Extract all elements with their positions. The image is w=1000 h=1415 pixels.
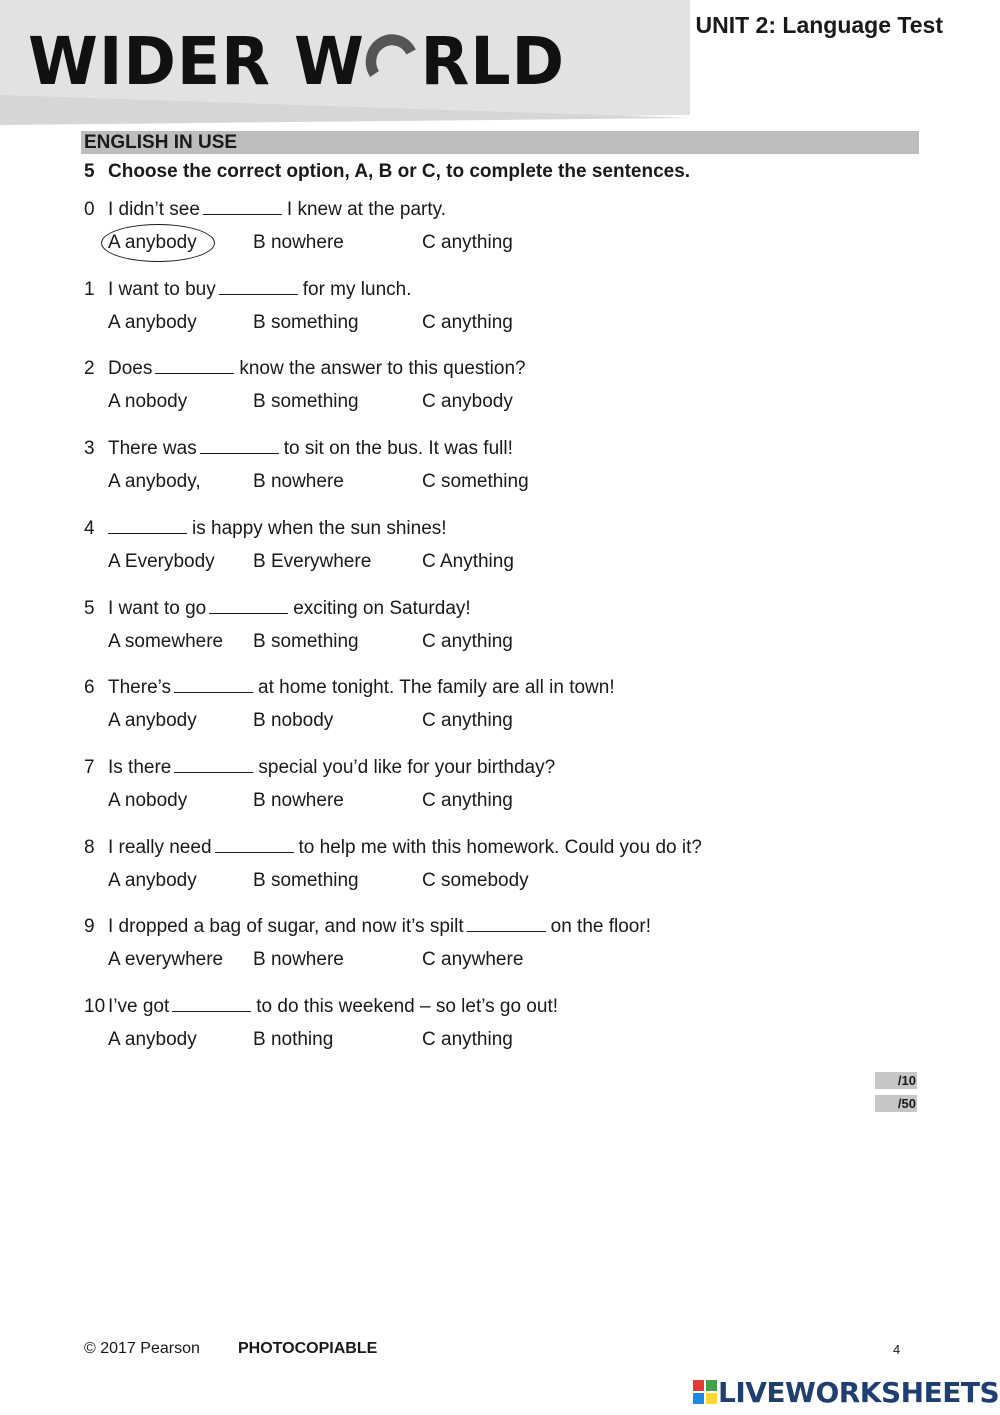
option-a[interactable]: A nobody: [108, 391, 188, 412]
option-b[interactable]: B nowhere: [253, 790, 344, 811]
option-b[interactable]: B something: [253, 631, 359, 652]
option-c[interactable]: C anything: [422, 631, 513, 652]
question-text-before: I dropped a bag of sugar, and now it’s spilt: [108, 916, 464, 937]
logo-text-end: RLD: [420, 23, 566, 100]
answer-blank[interactable]: [172, 993, 251, 1012]
section-score-label: /10: [897, 1073, 916, 1088]
option-c[interactable]: C anything: [422, 710, 513, 731]
section-score-box[interactable]: [875, 1072, 917, 1089]
question-text-after: exciting on Saturday!: [293, 598, 471, 619]
question-8: [84, 834, 702, 860]
liveworksheets-logo[interactable]: [692, 1374, 999, 1410]
question-number: 10: [84, 996, 106, 1017]
photocopiable-label: PHOTOCOPIABLE: [238, 1340, 378, 1357]
question-6: [84, 674, 615, 700]
question-9: [84, 913, 651, 939]
option-c[interactable]: C anywhere: [422, 949, 524, 970]
question-5: [84, 595, 471, 621]
option-b[interactable]: B something: [253, 870, 359, 891]
answer-blank[interactable]: [219, 276, 298, 295]
question-text-after: to help me with this homework. Could you do it?: [298, 837, 702, 858]
option-b[interactable]: B nowhere: [253, 471, 344, 492]
answer-blank[interactable]: [108, 515, 187, 534]
option-c[interactable]: C anything: [422, 1029, 513, 1050]
question-text-before: I really need: [108, 837, 212, 858]
logo-ring-icon: [365, 22, 421, 102]
total-score-label: /50: [897, 1096, 916, 1111]
question-number: 8: [84, 837, 95, 858]
question-number: 9: [84, 916, 95, 937]
option-b[interactable]: B something: [253, 391, 359, 412]
page-number: 4: [893, 1342, 901, 1357]
question-text-before: I didn’t see: [108, 199, 200, 220]
question-text-before: I want to buy: [108, 279, 216, 300]
question-number: 1: [84, 279, 95, 300]
question-10: [84, 993, 558, 1019]
option-c[interactable]: C anything: [422, 790, 513, 811]
question-text-after: is happy when the sun shines!: [192, 518, 447, 539]
unit-title: UNIT 2: Language Test: [695, 12, 943, 38]
option-c[interactable]: C something: [422, 471, 529, 492]
question-text-before: There was: [108, 438, 197, 459]
option-a[interactable]: A anybody: [108, 232, 197, 253]
exercise-number: 5: [84, 161, 95, 182]
question-3: [84, 435, 513, 461]
option-c[interactable]: C anything: [422, 312, 513, 333]
question-text-after: at home tonight. The family are all in town!: [258, 677, 615, 698]
option-b[interactable]: B something: [253, 312, 359, 333]
logo-text-start: WIDER W: [28, 23, 365, 100]
option-a[interactable]: A Everybody: [108, 551, 215, 572]
answer-blank[interactable]: [215, 834, 294, 853]
question-number: 3: [84, 438, 95, 459]
answer-blank[interactable]: [174, 674, 253, 693]
liveworksheets-icon: [692, 1379, 718, 1405]
answer-blank[interactable]: [203, 196, 282, 215]
answer-blank[interactable]: [209, 595, 288, 614]
option-a[interactable]: A anybody: [108, 870, 197, 891]
question-text-before: There’s: [108, 677, 172, 698]
answer-blank[interactable]: [155, 355, 234, 374]
question-4: [84, 515, 447, 541]
option-b[interactable]: B nobody: [253, 710, 334, 731]
option-a[interactable]: A anybody: [108, 1029, 197, 1050]
option-b[interactable]: B nothing: [253, 1029, 334, 1050]
answer-blank[interactable]: [200, 435, 279, 454]
question-text-after: know the answer to this question?: [239, 358, 526, 379]
option-a[interactable]: A somewhere: [108, 631, 224, 652]
question-0: [84, 196, 446, 222]
question-text-before: Is there: [108, 757, 172, 778]
question-text-before: I want to go: [108, 598, 207, 619]
question-text-before: Does: [108, 358, 153, 379]
question-7: [84, 754, 555, 780]
option-c[interactable]: C anybody: [422, 391, 513, 412]
wider-world-logo: [28, 22, 565, 102]
option-c[interactable]: C somebody: [422, 870, 529, 891]
exercise-instruction: [84, 160, 690, 184]
question-1: [84, 276, 412, 302]
copyright: © 2017 Pearson: [84, 1340, 200, 1357]
question-number: 2: [84, 358, 95, 379]
option-a[interactable]: A anybody,: [108, 471, 201, 492]
example-answer-circle: [101, 224, 215, 262]
option-a[interactable]: A everywhere: [108, 949, 224, 970]
answer-blank[interactable]: [174, 754, 253, 773]
option-a[interactable]: A nobody: [108, 790, 188, 811]
option-a[interactable]: A anybody: [108, 710, 197, 731]
answer-blank[interactable]: [467, 913, 546, 932]
question-text-after: to sit on the bus. It was full!: [283, 438, 513, 459]
total-score-box[interactable]: [875, 1095, 917, 1112]
question-text-after: for my lunch.: [302, 279, 412, 300]
section-title: ENGLISH IN USE: [84, 132, 238, 153]
question-number: 0: [84, 199, 95, 220]
option-b[interactable]: B nowhere: [253, 232, 344, 253]
question-text-after: on the floor!: [550, 916, 651, 937]
question-number: 4: [84, 518, 95, 539]
option-b[interactable]: B nowhere: [253, 949, 344, 970]
question-number: 7: [84, 757, 95, 778]
liveworksheets-wordmark: LIVEWORKSHEETS: [718, 1375, 1000, 1409]
question-text-after: to do this weekend – so let’s go out!: [256, 996, 559, 1017]
question-text-before: I’ve got: [108, 996, 170, 1017]
option-c[interactable]: C Anything: [422, 551, 514, 572]
option-b[interactable]: B Everywhere: [253, 551, 372, 572]
question-2: [84, 355, 526, 381]
question-text-after: I knew at the party.: [286, 199, 447, 220]
option-c[interactable]: C anything: [422, 232, 513, 253]
option-a[interactable]: A anybody: [108, 312, 197, 333]
question-number: 6: [84, 677, 95, 698]
instruction-text: Choose the correct option, A, B or C, to complete the sentences.: [108, 161, 691, 182]
question-text-after: special you’d like for your birthday?: [258, 757, 556, 778]
question-number: 5: [84, 598, 95, 619]
